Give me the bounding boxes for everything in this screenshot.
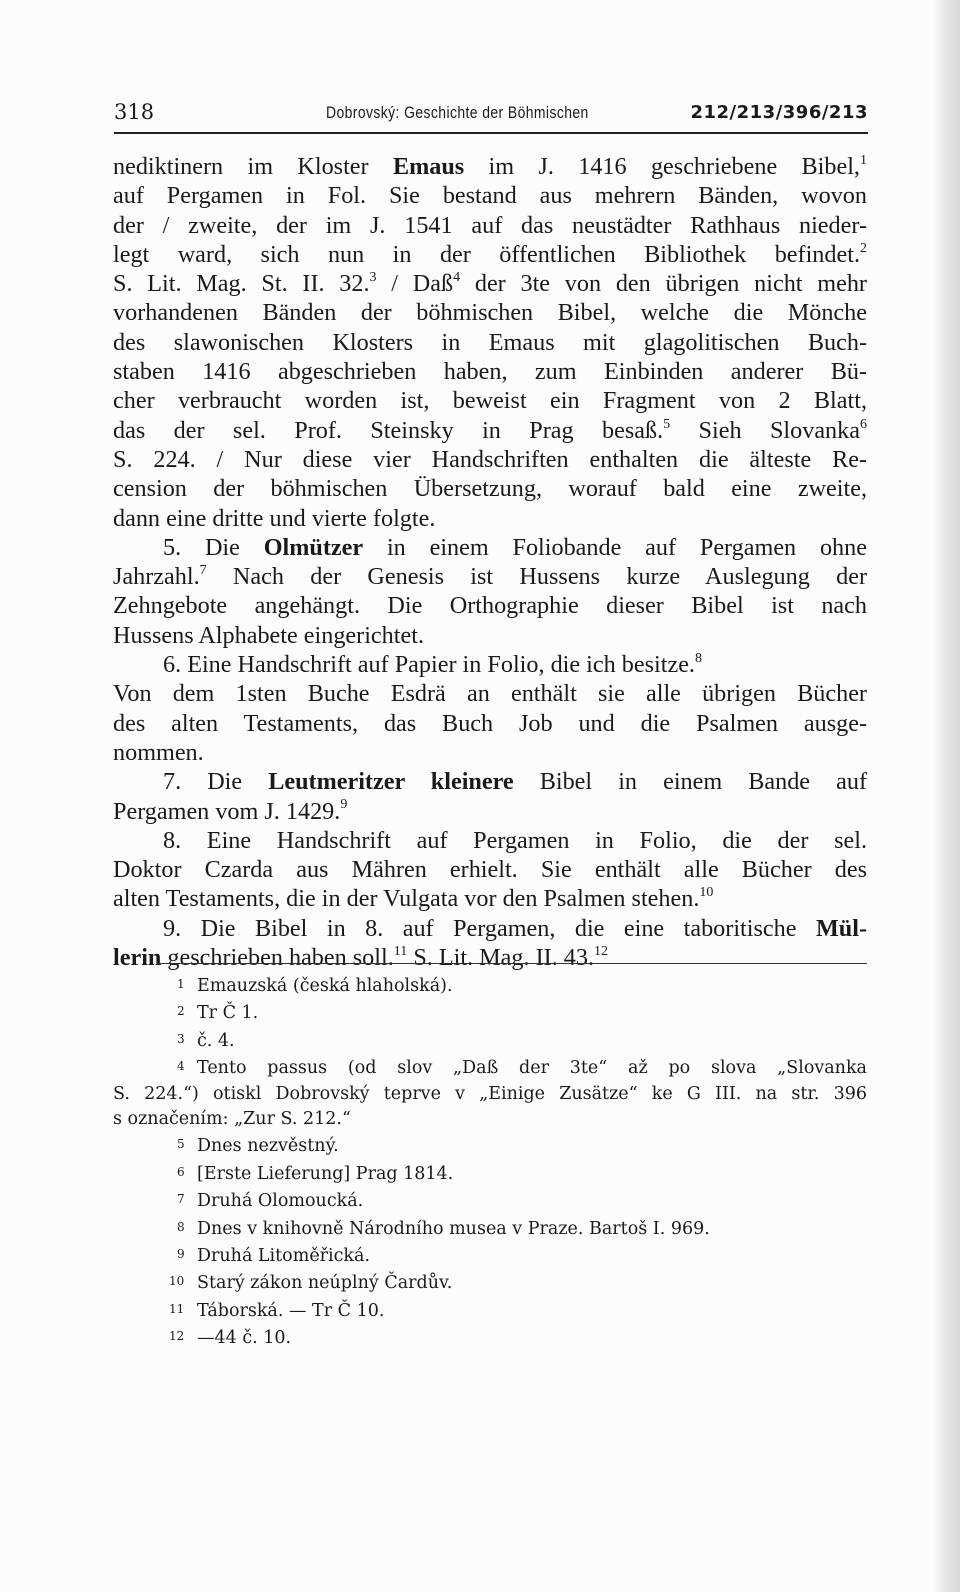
text-line: Von dem 1sten Buche Esdrä an enthält sie alle übrigen Bücher (113, 680, 867, 708)
footnote: 5 Dnes nezvěstný. (177, 1136, 339, 1157)
footnote-ref: 3 (369, 270, 377, 286)
footnote: 3 č. 4. (177, 1030, 235, 1051)
footnote-ref: 6 (859, 416, 867, 432)
text-line: S. Lit. Mag. St. II. 32.$^3$ / Daß$^4$ der 3te von den übrigen nicht mehr (113, 270, 867, 298)
text-line: des slawonischen Klosters in Emaus mit glagolitischen Buch- (113, 328, 867, 356)
running-title: Dobrovský: Geschichte der Böhmischen (326, 103, 589, 122)
text-line: Zehngebote angehängt. Die Orthographie dieser Bibel ist nach (113, 592, 867, 620)
footnote: 8 Dnes v knihovně Národního musea v Praze. Bartoš I. 969. (177, 1218, 710, 1239)
footnote-ref: 7 (199, 563, 207, 579)
footnote-ref: 8 (694, 650, 702, 666)
footnote: 6 [Erste Lieferung] Prag 1814. (177, 1163, 454, 1184)
footnote: 9 Druhá Litoměřická. (177, 1246, 371, 1267)
text-line: 9. Die Bibel in 8. auf Pergamen, die eine taboritische Mül- (163, 914, 867, 942)
text-line: cension der böhmischen Übersetzung, worauf bald eine zweite, (113, 475, 867, 503)
text-line: legt ward, sich nun in der öffentlichen Bibliothek befindet.$^2$ (113, 240, 867, 268)
text-line: Jahrzahl.$^7$ Nach der Genesis ist Hussens kurze Auslegung der (113, 563, 867, 591)
text-line: das der sel. Prof. Steinsky in Prag besaß.$^5$ Sieh Slovanka$^6$ (113, 416, 867, 444)
text-line: alten Testaments, die in der Vulgata vor den Psalmen stehen.$^{10}$ (113, 885, 714, 913)
text-line: S. 224. / Nur diese vier Handschriften enthalten die älteste Re- (113, 445, 867, 473)
text-line: cher verbraucht worden ist, beweist ein Fragment von 2 Blatt, (113, 387, 867, 415)
text-line: des alten Testaments, das Buch Job und die Psalmen ausge- (113, 709, 867, 737)
text-line: Pergamen vom J. 1429.$^9$ (113, 797, 348, 825)
running-header (114, 98, 868, 134)
main-text (113, 152, 867, 972)
footnote-ref: 10 (699, 885, 714, 901)
text-line: 6. Eine Handschrift auf Papier in Folio, die ich besitze.$^8$ (163, 650, 702, 679)
page-number: 318 (114, 100, 155, 124)
footnote: 4 Tento passus (od slov „Daß der 3te“ až po slova „Slovanka (177, 1058, 867, 1079)
footnote-ref: 4 (453, 270, 461, 286)
text-line: staben 1416 abgeschrieben haben, zum Einbinden anderer Bü- (113, 358, 867, 386)
footnote-divider (157, 963, 867, 964)
footnote-ref: 1 (859, 152, 867, 168)
footnote-ref: 9 (340, 797, 348, 813)
text-line: Doktor Czarda aus Mähren erhielt. Sie enthält alle Bücher des (113, 856, 867, 884)
footnote: 10 Starý zákon neúplný Čardův. (169, 1273, 453, 1294)
text-line: vorhandenen Bänden der böhmischen Bibel, welche die Mönche (113, 299, 867, 327)
footnote-continuation: s označením: „Zur S. 212.“ (113, 1109, 351, 1130)
page-references: 212/213/396/213 (690, 102, 868, 123)
text-line: nommen. (113, 738, 204, 766)
footnote: 7 Druhá Olomoucká. (177, 1191, 364, 1212)
text-line: 8. Eine Handschrift auf Pergamen in Folio, die der sel. (163, 826, 867, 854)
footnotes (113, 972, 867, 1352)
text-line: Hussens Alphabete eingerichtet. (113, 621, 424, 649)
text-line: 5. Die Olmützer in einem Foliobande auf Pergamen ohne (163, 533, 867, 561)
footnote: 12 —44 č. 10. (169, 1328, 292, 1349)
footnote: 1 Emauzská (česká hlaholská). (177, 976, 453, 996)
footnote-ref: 2 (860, 240, 867, 256)
footnote: 2 Tr Č 1. (177, 1003, 259, 1024)
text-line: auf Pergamen in Fol. Sie bestand aus mehrern Bänden, wovon (113, 182, 867, 210)
footnote-ref: 5 (663, 416, 671, 432)
text-line: der / zweite, der im J. 1541 auf das neustädter Rathhaus nieder- (113, 211, 867, 239)
footnote: 11 Táborská. — Tr Č 10. (169, 1300, 385, 1321)
text-line: dann eine dritte und vierte folgte. (113, 504, 436, 532)
text-line: lerin geschrieben haben soll.$^{11}$ S. Lit. Mag. II. 43.12 (113, 943, 609, 972)
text-line: 7. Die Leutmeritzer kleinere Bibel in einem Bande auf (163, 768, 867, 796)
page-edge-shadow (934, 0, 960, 1592)
footnote-continuation: S. 224.“) otiskl Dobrovský teprve v „Einige Zusätze“ ke G III. na str. 396 (113, 1083, 867, 1104)
footnote-ref: 12 (594, 943, 609, 959)
footnote-ref: 11 (393, 943, 408, 959)
text-line: nediktinern im Kloster Emaus im J. 1416 geschriebene Bibel,$^1$ (113, 152, 867, 180)
